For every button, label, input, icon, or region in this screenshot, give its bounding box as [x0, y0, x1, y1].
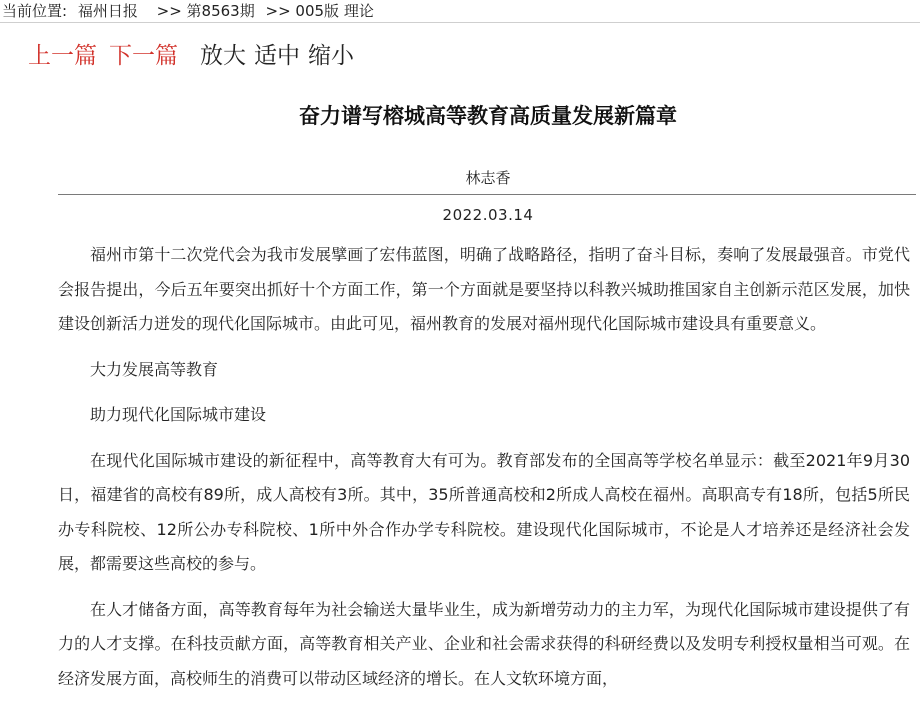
article-title: 奋力谱写榕城高等教育高质量发展新篇章: [299, 104, 677, 128]
article-subheading: 助力现代化国际城市建设: [90, 405, 267, 424]
breadcrumb-paper-link[interactable]: 福州日报: [77, 2, 138, 20]
breadcrumb-issue-link[interactable]: >> 第8563期: [156, 2, 255, 20]
breadcrumb-page-link[interactable]: >> 005版 理论: [265, 2, 374, 20]
article-body: [58, 238, 910, 707]
article-author: 林志香: [465, 169, 511, 187]
article-paragraph: 在现代化国际城市建设的新征程中，高等教育大有可为。教育部发布的全国高等学校名单显示：截至2021年9月30日，福建省的高校有89所，成人高校有3所。其中，35所普通高校和2所成人高校在福州。高职高专有18所，包括5所民办专科院校、12所公办专科院校、1所中外合作办学专科院校。建设现代化国际城市，不论是人才培养还是经济社会发展，都需要这些高校的参与。: [58, 450, 910, 573]
zoom-in-button[interactable]: 放大: [200, 43, 246, 69]
article-date: 2022.03.14: [442, 206, 534, 224]
prev-article-link[interactable]: 上一篇: [28, 43, 97, 69]
article-paragraph: 福州市第十二次党代会为我市发展擘画了宏伟蓝图，明确了战略路径，指明了奋斗目标，奏响了发展最强音。市党代会报告提出，今后五年要突出抓好十个方面工作，第一个方面就是要坚持以科教兴城助推国家自主创新示范区发展，加快建设创新活力迸发的现代化国际城市。由此可见，福州教育的发展对福州现代化国际城市建设具有重要意义。: [58, 245, 910, 333]
breadcrumb-label: 当前位置:: [2, 2, 68, 20]
zoom-fit-button[interactable]: 适中: [254, 43, 300, 69]
article-nav: [28, 40, 354, 72]
article-subheading: 大力发展高等教育: [90, 359, 219, 379]
breadcrumb: [0, 0, 920, 23]
next-article-link[interactable]: 下一篇: [109, 43, 178, 69]
zoom-out-button[interactable]: 缩小: [308, 43, 354, 69]
author-divider: [58, 194, 916, 195]
article-paragraph: 在人才储备方面，高等教育每年为社会输送大量毕业生，成为新增劳动力的主力军，为现代化国际城市建设提供了有力的人才支撑。在科技贡献方面，高等教育相关产业、企业和社会需求获得的科研经费以及发明专利授权量相当可观。在经济发展方面，高校师生的消费可以带动区域经济的增长。在人文软环境方面，: [58, 599, 910, 688]
